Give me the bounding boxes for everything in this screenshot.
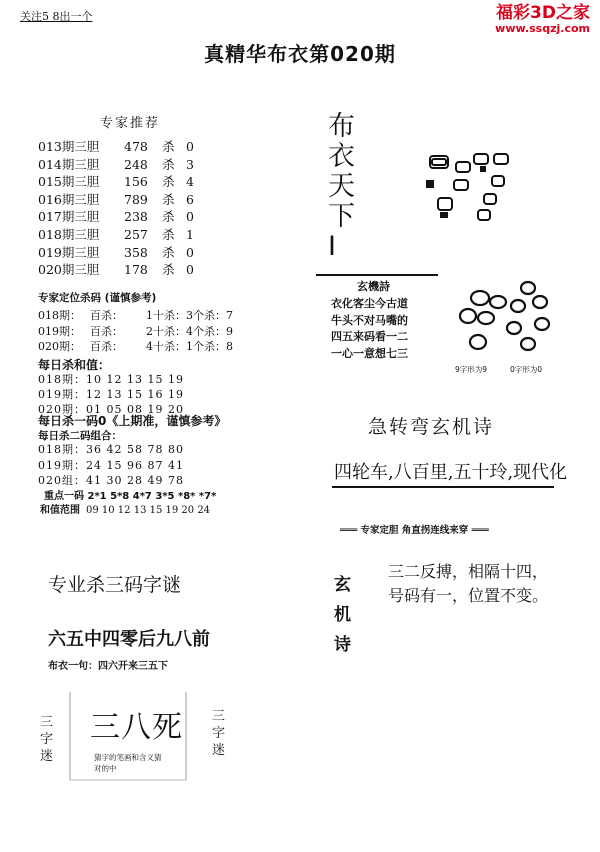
recommend-nums: 257 bbox=[124, 226, 148, 242]
xuanji-vertical-char: 诗 bbox=[334, 635, 351, 655]
riddle-label-char: 字 bbox=[40, 732, 54, 747]
recommend-val: 0 bbox=[186, 244, 194, 260]
poem-title: 玄機詩 bbox=[357, 280, 390, 293]
recommend-period: 013期三胆 bbox=[38, 139, 100, 154]
position-kill-a: 018期： bbox=[38, 309, 81, 322]
recommend-val: 1 bbox=[186, 226, 194, 242]
xuanji-line-2: 号码有一，位置不变。 bbox=[388, 586, 549, 605]
recommend-kill: 杀 bbox=[162, 226, 175, 242]
riddle-note-line-2: 对的中 bbox=[94, 764, 117, 773]
recommend-kill: 杀 bbox=[162, 244, 175, 260]
daily-two-row: 020组：41 30 28 49 78 bbox=[38, 474, 184, 487]
recommend-kill: 杀 bbox=[162, 156, 175, 172]
poem-line: 牛头不对马嘴的 bbox=[331, 313, 408, 327]
position-kill-c: 4十杀：1个杀：8 bbox=[146, 340, 233, 353]
buyi-vertical-title bbox=[328, 112, 362, 262]
expert-bar-text: 专家定胆 角直拐连线来穿 bbox=[360, 525, 469, 536]
xuanji-vertical-char: 机 bbox=[334, 605, 351, 625]
recommend-period: 020期三胆 bbox=[38, 262, 100, 278]
daily-sum-row: 020期：01 05 08 19 20 bbox=[38, 403, 184, 416]
position-kill-row bbox=[38, 339, 233, 355]
position-kill-a: 020期： bbox=[38, 340, 81, 353]
position-kill-row bbox=[38, 324, 233, 340]
sum-range-label: 和值范围 bbox=[40, 505, 80, 516]
position-kill-header: 专家定位杀码 (谨慎参考) bbox=[38, 292, 157, 304]
daily-one-header: 每日杀一码0《上期准，谨慎参考》 bbox=[38, 414, 227, 428]
coin-figure-90 bbox=[458, 280, 562, 364]
poem-line: 衣化客尘今古道 bbox=[331, 297, 408, 310]
recommend-row bbox=[38, 191, 194, 209]
recommend-val: 6 bbox=[186, 191, 194, 207]
recommend-val: 3 bbox=[186, 156, 194, 172]
recommend-row bbox=[38, 156, 194, 174]
poem-lines bbox=[331, 296, 408, 362]
shape0-label: 0字形为0 bbox=[510, 365, 543, 374]
urgent-underline bbox=[332, 486, 554, 488]
buyi-vertical-char: 衣 bbox=[328, 141, 355, 172]
urgent-turn-line: 四轮车,八百里,五十玲,现代化 bbox=[334, 462, 568, 483]
expert-bar bbox=[340, 522, 489, 536]
position-kill-list bbox=[38, 308, 233, 355]
position-kill-b: 百杀： bbox=[90, 309, 123, 322]
recommend-kill: 杀 bbox=[162, 262, 175, 278]
xuanji-vertical-char: 玄 bbox=[334, 575, 351, 595]
poem-line: 一心一意想七三 bbox=[331, 346, 408, 360]
recommend-val: 0 bbox=[186, 139, 194, 154]
recommend-list bbox=[38, 138, 194, 279]
expert-bar-left-rule: ═══ bbox=[340, 525, 358, 536]
recommend-row bbox=[38, 244, 194, 262]
recommend-row bbox=[38, 173, 194, 191]
daily-sum-list bbox=[38, 372, 184, 417]
daily-sum-row: 018期：10 12 13 15 19 bbox=[38, 373, 184, 386]
recommend-nums: 478 bbox=[124, 139, 148, 154]
recommend-period: 016期三胆 bbox=[38, 191, 100, 207]
recommend-nums: 789 bbox=[124, 191, 148, 207]
position-kill-c: 1十杀：3个杀：7 bbox=[146, 309, 233, 322]
position-kill-b: 百杀： bbox=[90, 324, 123, 338]
key-code-row: 重点一码 2*1 5*8 4*7 3*5 *8* *7* bbox=[44, 491, 217, 502]
daily-sum-row: 019期：12 13 15 16 19 bbox=[38, 388, 184, 401]
recommend-kill: 杀 bbox=[162, 209, 175, 225]
riddle-label-char: 迷 bbox=[212, 743, 226, 758]
recommend-row bbox=[38, 138, 194, 156]
shape9-label: 9字形为9 bbox=[455, 365, 488, 374]
recommend-nums: 358 bbox=[124, 244, 148, 260]
recommend-nums: 156 bbox=[124, 174, 148, 190]
recommend-row bbox=[38, 226, 194, 244]
riddle-right-label bbox=[212, 708, 226, 759]
recommend-val: 4 bbox=[186, 174, 194, 190]
recommend-kill: 杀 bbox=[162, 139, 175, 154]
xuanji-vertical-title bbox=[334, 570, 356, 660]
recommend-kill: 杀 bbox=[162, 174, 175, 190]
xuanji-text bbox=[388, 560, 548, 608]
urgent-turn-title: 急转弯玄机诗 bbox=[368, 416, 495, 438]
position-kill-b: 百杀： bbox=[90, 340, 123, 353]
brand-url: www.ssqzj.com bbox=[495, 22, 590, 35]
recommend-val: 0 bbox=[186, 209, 194, 225]
daily-two-row: 018期：36 42 58 78 80 bbox=[38, 443, 184, 456]
position-kill-c: 2十杀：4个杀：9 bbox=[146, 324, 233, 338]
buyi-vertical-char: 下 bbox=[328, 201, 355, 232]
riddle-label-char: 迷 bbox=[40, 749, 54, 764]
page-title: 真精华布衣第020期 bbox=[204, 42, 396, 66]
recommend-row bbox=[38, 208, 194, 226]
sum-range-values: 09 10 12 13 15 19 20 24 bbox=[86, 505, 211, 516]
kill-three-title: 专业杀三码字谜 bbox=[48, 574, 182, 596]
recommend-row bbox=[38, 261, 194, 279]
recommend-period: 017期三胆 bbox=[38, 209, 100, 225]
riddle-label-char: 三 bbox=[212, 709, 226, 724]
riddle-note-line-1: 猜字的笔画和含义猜 bbox=[94, 753, 162, 762]
recommend-period: 018期三胆 bbox=[38, 226, 100, 242]
recommend-header: 专家推荐 bbox=[100, 116, 161, 131]
recommend-kill: 杀 bbox=[162, 191, 175, 207]
recommend-period: 015期三胆 bbox=[38, 174, 100, 190]
recommend-period: 019期三胆 bbox=[38, 244, 100, 260]
recommend-period: 014期三胆 bbox=[38, 156, 100, 172]
daily-two-row: 019期：24 15 96 87 41 bbox=[38, 458, 184, 472]
expert-bar-right-rule: ═══ bbox=[471, 525, 489, 536]
position-kill-row bbox=[38, 308, 233, 324]
brand-name: 福彩3D之家 bbox=[496, 3, 590, 23]
kill-three-line: 六五中四零后九八前 bbox=[48, 629, 210, 650]
buyi-vertical-char: 天 bbox=[328, 171, 355, 202]
site-brand[interactable] bbox=[495, 4, 590, 35]
recommend-nums: 248 bbox=[124, 156, 148, 172]
riddle-label-char: 三 bbox=[40, 715, 54, 730]
sum-range-row bbox=[40, 501, 210, 516]
recommend-nums: 238 bbox=[124, 209, 148, 225]
riddle-note bbox=[94, 752, 162, 774]
recommend-nums: 178 bbox=[124, 262, 148, 278]
daily-sum-header: 每日杀和值： bbox=[38, 358, 111, 372]
buyi-vertical-char: I bbox=[328, 231, 336, 262]
riddle-left-label bbox=[40, 714, 54, 765]
top-left-note: 关注5 8出一个 bbox=[20, 10, 93, 23]
xuanji-line-1: 三二反搏，相隔十四， bbox=[388, 562, 549, 581]
position-kill-a: 019期： bbox=[38, 324, 81, 338]
recommend-val: 0 bbox=[186, 262, 194, 278]
riddle-label-char: 字 bbox=[212, 726, 226, 741]
poem-line: 四五来码看一二 bbox=[331, 330, 408, 343]
buyi-one-line: 布衣一句：四六开来三五下 bbox=[48, 661, 168, 672]
riddle-main: 三八死 bbox=[90, 710, 183, 745]
buyi-vertical-char: 布 bbox=[328, 111, 355, 142]
coin-figure-97 bbox=[418, 140, 528, 232]
daily-two-header: 每日杀二码组合： bbox=[38, 430, 122, 442]
daily-two-list bbox=[38, 442, 184, 489]
